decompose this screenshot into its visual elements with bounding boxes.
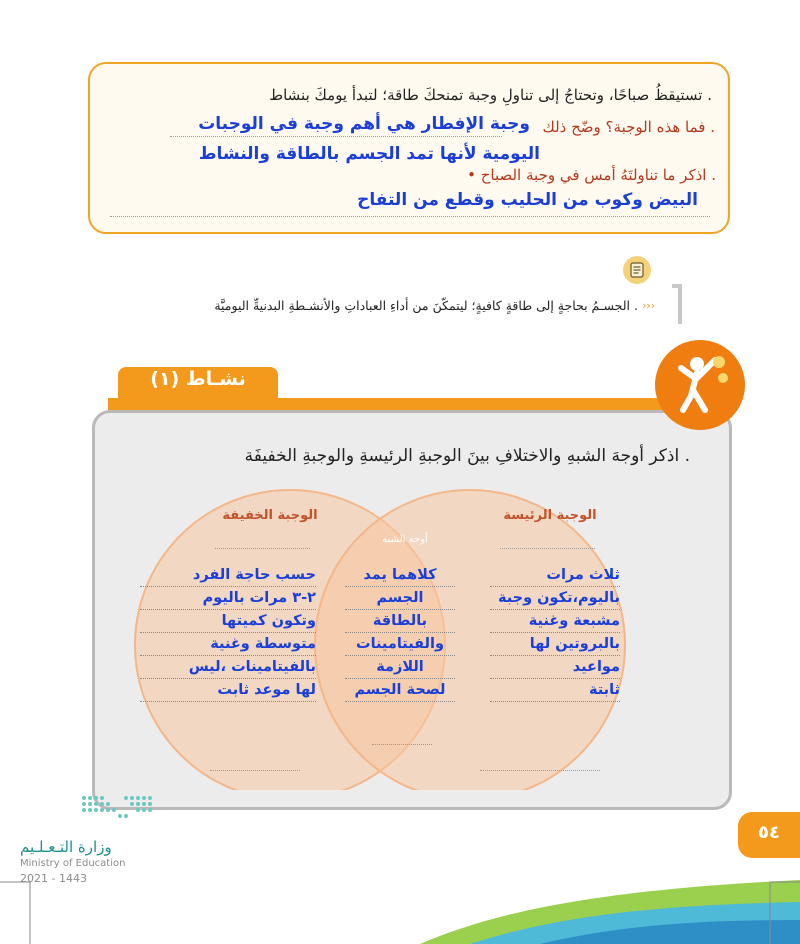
activity-logo-icon [655, 340, 745, 430]
answer-line: بالبروتين لها [490, 633, 620, 656]
answer-line: حسب حاجة الفرد [140, 564, 316, 587]
answer-line: لصحة الجسم [345, 679, 455, 702]
main-meal-answers [490, 564, 620, 702]
snack-answers [140, 564, 316, 702]
bullet-question: • اذكر ما تناولتَهُ أمس في وجبة الصباح . [467, 166, 716, 184]
answer-line: وتكون كميتها [140, 610, 316, 633]
answer-breakfast-line-2: اليومية لأنها تمد الجسم بالطاقة والنشاط [198, 144, 540, 164]
activity-instruction: اذكر أوجهَ الشبهِ والاختلافِ بينَ الوجبةِ الرئيسةِ والوجبةِ الخفيفَة . [244, 446, 690, 466]
dotted-line [480, 770, 600, 771]
note-icon [623, 256, 651, 284]
info-marker: ››› [642, 299, 656, 312]
main-meal-label: الوجبة الرئيسة [503, 508, 597, 523]
answer-line: اللازمة [345, 656, 455, 679]
info-bracket [672, 284, 682, 324]
answer-line: كلاهما يمد [345, 564, 455, 587]
dotted-line [500, 548, 595, 549]
answer2-dotted-line [110, 212, 710, 217]
answer-line: مواعيد [490, 656, 620, 679]
decorative-swoosh [0, 860, 800, 944]
snack-label: الوجبة الخفيفة [222, 508, 318, 523]
similarities-answers [345, 564, 455, 702]
dotted-line [210, 770, 300, 771]
info-text: الجسـمُ بحاجةٍ إلى طاقةٍ كافيةٍ؛ ليتمكّنَ من أداءِ العباداتِ والأنشـطةِ البدنيةِّ اليوميَّة . [214, 298, 638, 313]
ministry-logo-icon [80, 790, 160, 824]
answer-line: باليوم،تكون وجبة [490, 587, 620, 610]
question-text: فما هذه الوجبة؟ وضّح ذلك . [542, 118, 715, 136]
answer-line: بالطاقة [345, 610, 455, 633]
activity-title: نشـاط (١) [150, 368, 246, 390]
answer-line: متوسطة وغنية [140, 633, 316, 656]
answer-breakfast-line-1: وجبة الإفطار هي أهم وجبة في الوجبات [198, 114, 530, 134]
answer-line: ثابتة [490, 679, 620, 702]
ministry-year: 2021 - 1443 [20, 872, 87, 885]
dotted-line [372, 744, 432, 745]
answer-line: مشبعة وغنية [490, 610, 620, 633]
answer-line: الجسم [345, 587, 455, 610]
intro-line: تستيقظُ صباحًا، وتحتاجُ إلى تناولِ وجبة تمنحكَ طاقة؛ لتبدأ يومكَ بنشاط . [269, 86, 712, 104]
similarities-label: أوجه الشبه [382, 534, 428, 545]
answer-breakfast-items: البيض وكوب من الحليب وقطع من التفاح [357, 190, 698, 210]
answer-line: بالفيتامينات ،ليس [140, 656, 316, 679]
answer-line: ثلاث مرات [490, 564, 620, 587]
answer-line: لها موعد ثابت [140, 679, 316, 702]
answer-line: ٢-٣ مرات باليوم [140, 587, 316, 610]
ministry-name-en: Ministry of Education [20, 858, 126, 869]
page-number: ٥٤ [758, 822, 780, 843]
answer-line: والفيتامينات [345, 633, 455, 656]
ministry-name: وزارة التـعـلـيم [20, 838, 112, 856]
dotted-line [215, 548, 310, 549]
